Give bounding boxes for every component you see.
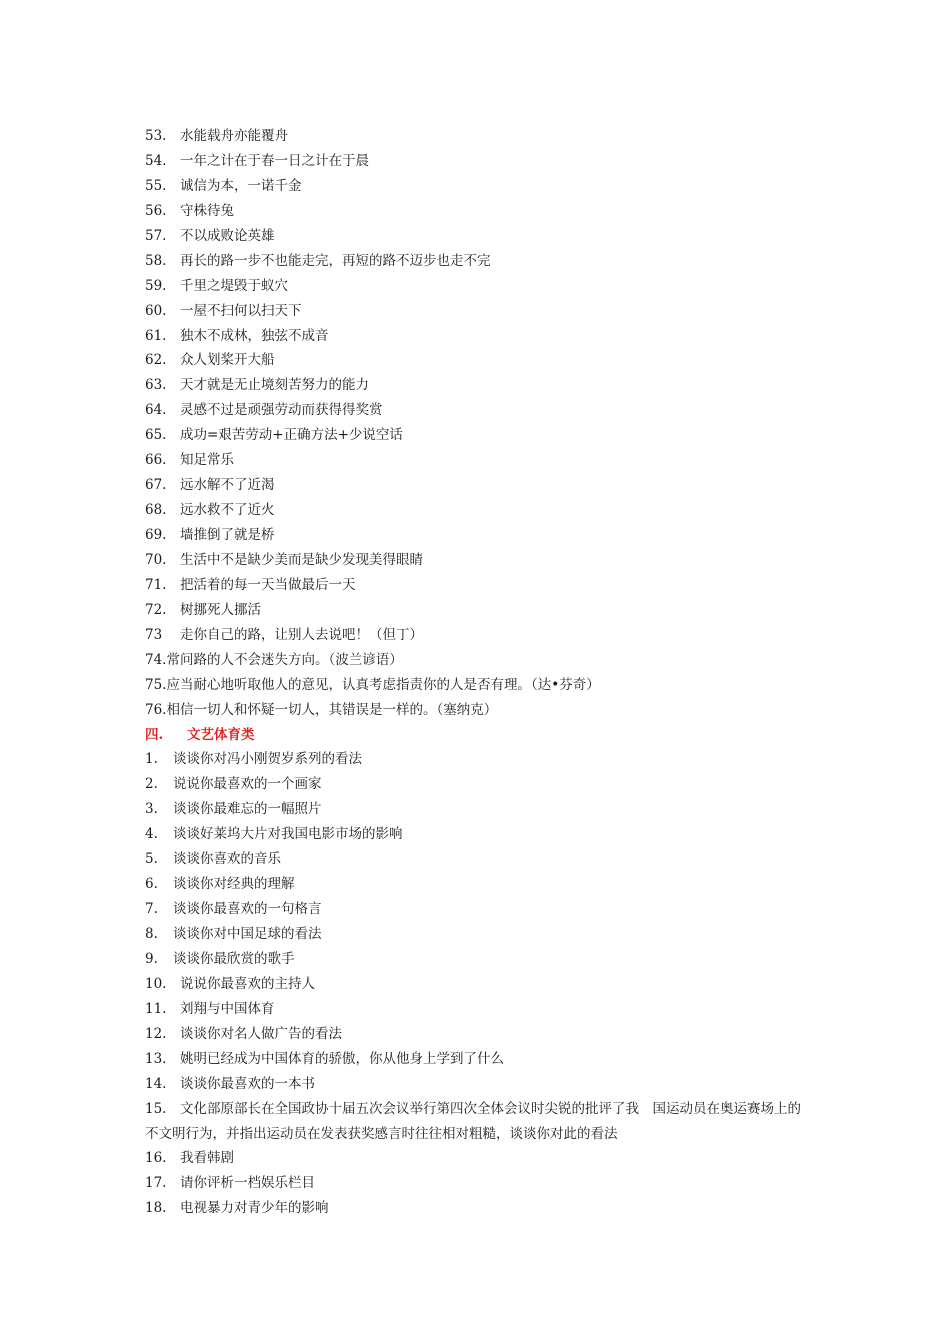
item-text: 刘翔与中国体育	[180, 1000, 275, 1017]
quotes-list	[145, 648, 810, 723]
item-text: 谈谈你对经典的理解	[173, 876, 295, 893]
list-item	[145, 698, 810, 723]
item-text: 不以成败论英雄	[180, 227, 275, 244]
item-number: 15.	[145, 1100, 167, 1117]
item-text: 谈谈你最喜欢的一句格言	[173, 901, 322, 918]
item-text: 说说你最喜欢的主持人	[180, 975, 315, 992]
item-number: 70.	[145, 551, 167, 568]
list-item	[145, 947, 810, 972]
list-item	[145, 598, 810, 623]
item-text: 生活中不是缺少美而是缺少发现美得眼睛	[180, 551, 423, 568]
item-text: 谈谈你对冯小刚贺岁系列的看法	[173, 751, 362, 768]
item-text: 远水救不了近火	[180, 502, 275, 519]
item-number: 55.	[145, 177, 167, 194]
list-item	[145, 124, 810, 149]
list-item	[145, 1047, 810, 1072]
list-item	[145, 573, 810, 598]
item-text: 把活着的每一天当做最后一天	[180, 576, 356, 593]
item-text: 说说你最喜欢的一个画家	[173, 776, 322, 793]
item-number: 61.	[145, 327, 167, 344]
item-number: 65.	[145, 427, 167, 444]
item-number: 53.	[145, 128, 167, 144]
list-item	[145, 1196, 810, 1221]
item-number: 1.	[145, 751, 158, 768]
item-text: 谈谈你最喜欢的一本书	[180, 1075, 315, 1092]
item-number: 9.	[145, 950, 158, 967]
item-number: 69.	[145, 527, 167, 543]
item-text: 谈谈你喜欢的音乐	[173, 851, 281, 868]
list-item	[145, 299, 810, 324]
item-number: 58.	[145, 252, 167, 269]
item-text: 姚明已经成为中国体育的骄傲，你从他身上学到了什么	[180, 1050, 504, 1067]
item-number: 12.	[145, 1025, 167, 1042]
list-item-long	[145, 1097, 810, 1147]
item-text: 应当耐心地听取他人的意见，认真考虑指责你的人是否有理。（达•芬奇）	[166, 676, 600, 693]
list-item	[145, 249, 810, 274]
topics-list	[145, 747, 810, 971]
list-item	[145, 149, 810, 174]
item-text: 守株待兔	[180, 202, 234, 219]
item-number: 2.	[145, 776, 158, 793]
item-text: 一屋不扫何以扫天下	[180, 302, 302, 319]
list-item	[145, 473, 810, 498]
item-number: 11.	[145, 1000, 167, 1017]
item-text: 知足常乐	[180, 452, 234, 469]
list-item	[145, 498, 810, 523]
item-number: 59.	[145, 277, 167, 294]
item-number: 4.	[145, 826, 158, 843]
list-item	[145, 772, 810, 797]
item-number: 16.	[145, 1150, 167, 1167]
item-number: 76.	[145, 701, 167, 718]
topics-list-end	[145, 1146, 810, 1221]
section-number: 四.	[145, 726, 164, 743]
list-item	[145, 1072, 810, 1097]
list-item	[145, 822, 810, 847]
list-item	[145, 897, 810, 922]
item-number: 8.	[145, 926, 158, 942]
item-text: 诚信为本，一诺千金	[180, 177, 302, 194]
item-number: 74.	[145, 651, 167, 668]
item-number: 68.	[145, 502, 167, 519]
item-number: 75.	[145, 676, 167, 693]
item-text: 千里之堤毁于蚁穴	[180, 277, 288, 294]
item-text: 谈谈你对中国足球的看法	[173, 926, 322, 942]
item-number: 63.	[145, 377, 167, 394]
item-text: 谈谈你最难忘的一幅照片	[173, 801, 322, 818]
list-item	[145, 398, 810, 423]
list-item	[145, 1171, 810, 1196]
item-text: 谈谈你最欣赏的歌手	[173, 950, 295, 967]
list-item	[145, 997, 810, 1022]
item-number: 10.	[145, 975, 167, 992]
item-text: 树挪死人挪活	[180, 601, 261, 618]
list-item	[145, 1146, 810, 1171]
list-item	[145, 174, 810, 199]
item-number: 57.	[145, 227, 167, 244]
item-number: 14.	[145, 1075, 167, 1092]
item-number: 72.	[145, 601, 167, 618]
item-number: 54.	[145, 152, 167, 169]
item-text: 灵感不过是顽强劳动而获得得奖赏	[180, 402, 383, 419]
list-item	[145, 324, 810, 349]
list-item	[145, 199, 810, 224]
item-text: 再长的路一步不也能走完，再短的路不迈步也走不完	[180, 252, 491, 269]
item-text: 远水解不了近渴	[180, 477, 275, 494]
item-text: 我看韩剧	[180, 1150, 234, 1167]
list-item	[145, 747, 810, 772]
list-item	[145, 648, 810, 673]
list-item	[145, 972, 810, 997]
topics-list-continued	[145, 972, 810, 1097]
item-number: 18.	[145, 1200, 167, 1217]
item-text: 常问路的人不会迷失方向。（波兰谚语）	[166, 651, 403, 668]
list-item	[145, 797, 810, 822]
list-item	[145, 373, 810, 398]
item-number: 66.	[145, 452, 167, 469]
item-text: 电视暴力对青少年的影响	[180, 1200, 329, 1217]
item-text: 众人划桨开大船	[180, 352, 275, 369]
item-number: 71.	[145, 576, 167, 593]
item-number: 67.	[145, 477, 167, 494]
list-item	[145, 274, 810, 299]
item-number: 60.	[145, 302, 167, 319]
list-item	[145, 673, 810, 698]
list-item	[145, 548, 810, 573]
item-number: 64.	[145, 402, 167, 419]
item-text: 天才就是无止境刻苦努力的能力	[180, 377, 369, 394]
list-item	[145, 423, 810, 448]
item-number: 62.	[145, 352, 167, 369]
item-text: 文化部原部长在全国政协十届五次会议举行第四次全体会议时尖锐的批评了我 国运动员在奥运赛场上的不文明行为，并指出运动员在发表获奖感言时往往相对粗糙，谈谈你对此的看法	[145, 1100, 801, 1142]
item-text: 谈谈好莱坞大片对我国电影市场的影响	[173, 826, 403, 843]
item-text: 水能载舟亦能覆舟	[180, 128, 288, 144]
section-title: 文艺体育类	[187, 726, 255, 743]
item-number: 7.	[145, 901, 158, 918]
list-item	[145, 523, 810, 548]
item-number: 6.	[145, 876, 158, 893]
item-text: 谈谈你对名人做广告的看法	[180, 1025, 342, 1042]
sayings-list	[145, 124, 810, 648]
item-text: 成功=艰苦劳动+正确方法+少说空话	[180, 427, 403, 444]
list-item	[145, 847, 810, 872]
item-text: 请你评析一档娱乐栏目	[180, 1175, 315, 1192]
list-item	[145, 922, 810, 947]
item-number: 3.	[145, 801, 158, 818]
document-body	[145, 124, 810, 1221]
list-item	[145, 872, 810, 897]
item-text: 一年之计在于春一日之计在于晨	[180, 152, 369, 169]
list-item	[145, 623, 810, 648]
item-number: 56.	[145, 202, 167, 219]
item-text: 独木不成林，独弦不成音	[180, 327, 329, 344]
list-item	[145, 224, 810, 249]
item-number: 5.	[145, 851, 158, 868]
item-number: 73	[145, 626, 163, 643]
list-item	[145, 448, 810, 473]
item-text: 走你自己的路，让别人去说吧！（但丁）	[180, 626, 423, 643]
section-heading	[145, 723, 810, 748]
list-item	[145, 1022, 810, 1047]
item-text: 墙推倒了就是桥	[180, 527, 275, 543]
list-item	[145, 348, 810, 373]
item-text: 相信一切人和怀疑一切人，其错误是一样的。（塞纳克）	[166, 701, 498, 718]
item-number: 13.	[145, 1050, 167, 1067]
item-number: 17.	[145, 1175, 167, 1192]
